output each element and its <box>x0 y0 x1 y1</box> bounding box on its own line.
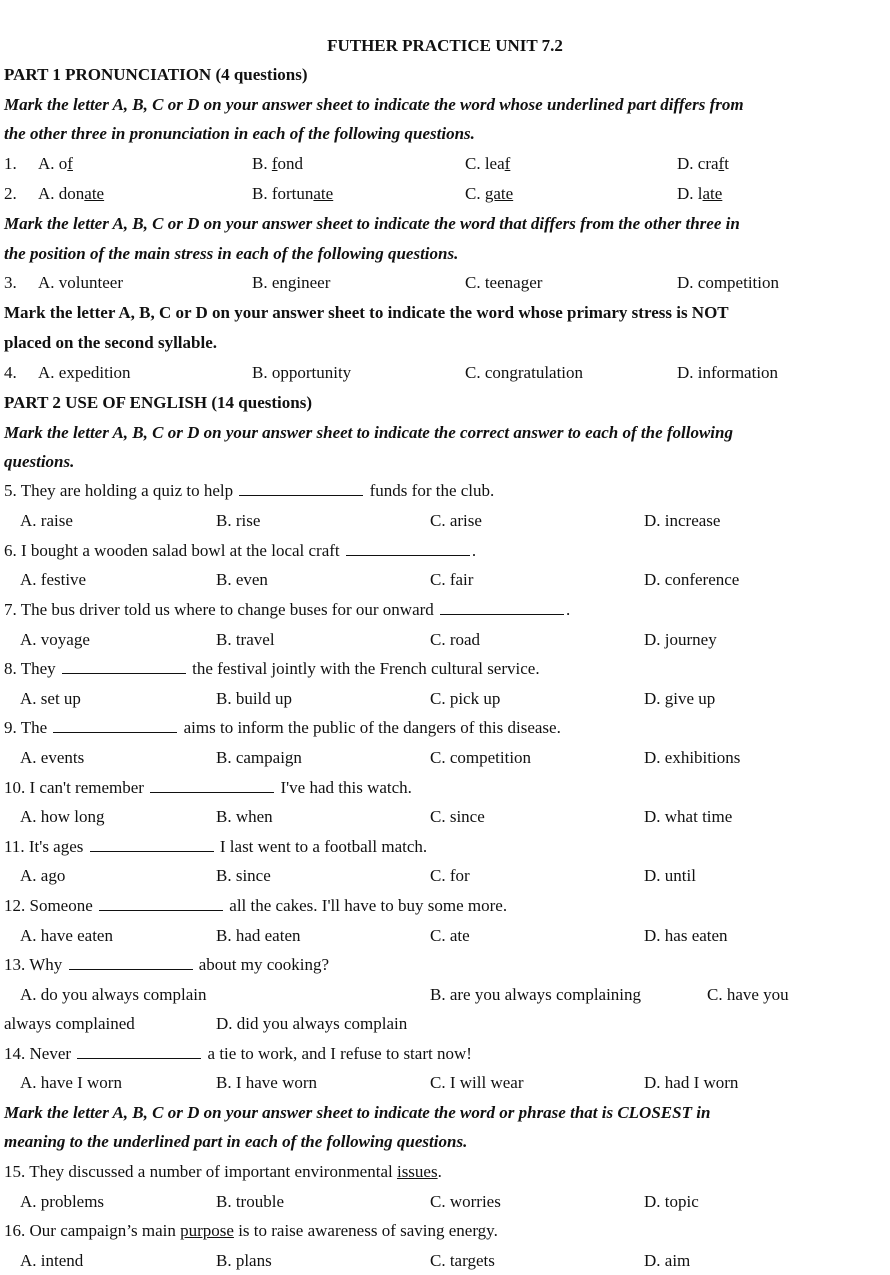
option-5c: C. arise <box>430 511 482 530</box>
answer-blank <box>99 896 223 911</box>
option-3c: C. teenager <box>465 273 543 292</box>
answer-blank <box>62 659 186 674</box>
option-1a: A. of <box>38 154 73 173</box>
option-16a: A. intend <box>20 1251 84 1270</box>
answer-blank <box>150 778 274 793</box>
option-6d: D. conference <box>644 570 740 589</box>
question-8-stem: 8. They the festival jointly with the French cultural service. <box>4 659 540 678</box>
option-10a: A. how long <box>20 807 105 826</box>
option-16c: C. targets <box>430 1251 495 1270</box>
question-13-stem: 13. Why about my cooking? <box>4 955 330 974</box>
option-9d: D. exhibitions <box>644 748 741 767</box>
option-10c: C. since <box>430 807 485 826</box>
option-2d: D. late <box>677 184 723 203</box>
part2-heading: PART 2 USE OF ENGLISH (14 questions) <box>4 393 312 412</box>
option-15b: B. trouble <box>216 1192 284 1211</box>
option-12b: B. had eaten <box>216 926 301 945</box>
option-6c: C. fair <box>430 570 474 589</box>
question-9-stem: 9. The aims to inform the public of the dangers of this disease. <box>4 718 561 737</box>
option-3a: A. volunteer <box>38 273 123 292</box>
option-12d: D. has eaten <box>644 926 728 945</box>
option-16d: D. aim <box>644 1251 691 1270</box>
answer-blank <box>440 600 564 615</box>
part2-instruction-2: Mark the letter A, B, C or D on your answer sheet to indicate the word or phrase that is CLOSEST in <box>4 1103 711 1122</box>
part2-instruction: Mark the letter A, B, C or D on your answer sheet to indicate the correct answer to each of the following <box>4 423 733 442</box>
option-4a: A. expedition <box>38 363 131 382</box>
option-5a: A. raise <box>20 511 73 530</box>
question-11-stem: 11. It's ages I last went to a football match. <box>4 837 428 856</box>
option-5d: D. increase <box>644 511 721 530</box>
question-10-stem: 10. I can't remember I've had this watch. <box>4 778 412 797</box>
option-11c: C. for <box>430 866 470 885</box>
option-4d: D. information <box>677 363 779 382</box>
option-1d: D. craft <box>677 154 729 173</box>
option-4b: B. opportunity <box>252 363 352 382</box>
part1-instruction-1: Mark the letter A, B, C or D on your answer sheet to indicate the word whose underlined part differs from <box>4 95 744 114</box>
option-13a: A. do you always complain <box>20 985 207 1004</box>
option-15c: C. worries <box>430 1192 501 1211</box>
question-12-stem: 12. Someone all the cakes. I'll have to buy some more. <box>4 896 508 915</box>
option-13b: B. are you always complaining <box>430 985 642 1004</box>
question-15-stem: 15. They discussed a number of important environmental issues. <box>4 1162 442 1181</box>
part1-instruction-3-cont: placed on the second syllable. <box>4 333 217 352</box>
part1-instruction-1-cont: the other three in pronunciation in each of the following questions. <box>4 124 475 143</box>
option-2b: B. fortunate <box>252 184 334 203</box>
option-16b: B. plans <box>216 1251 272 1270</box>
option-7d: D. journey <box>644 630 717 649</box>
option-2c: C. gate <box>465 184 514 203</box>
option-14a: A. have I worn <box>20 1073 122 1092</box>
option-12a: A. have eaten <box>20 926 113 945</box>
option-11d: D. until <box>644 866 696 885</box>
answer-blank <box>77 1044 201 1059</box>
option-11a: A. ago <box>20 866 66 885</box>
option-8d: D. give up <box>644 689 716 708</box>
option-12c: C. ate <box>430 926 470 945</box>
question-5-stem: 5. They are holding a quiz to help funds for the club. <box>4 481 495 500</box>
answer-blank <box>346 541 470 556</box>
option-10b: B. when <box>216 807 273 826</box>
option-14b: B. I have worn <box>216 1073 318 1092</box>
part2-instruction-2-cont: meaning to the underlined part in each of the following questions. <box>4 1132 468 1151</box>
part2-instruction-cont: questions. <box>4 452 75 471</box>
option-13c: C. have you <box>707 985 789 1004</box>
option-3b: B. engineer <box>252 273 331 292</box>
option-8a: A. set up <box>20 689 81 708</box>
option-9a: A. events <box>20 748 85 767</box>
answer-blank <box>90 837 214 852</box>
option-5b: B. rise <box>216 511 261 530</box>
option-13d: D. did you always complain <box>216 1014 408 1033</box>
part1-heading: PART 1 PRONUNCIATION (4 questions) <box>4 65 308 84</box>
option-15a: A. problems <box>20 1192 105 1211</box>
option-9c: C. competition <box>430 748 532 767</box>
part1-instruction-2: Mark the letter A, B, C or D on your answer sheet to indicate the word that differs from the other three in <box>4 214 740 233</box>
option-1c: C. leaf <box>465 154 511 173</box>
option-10d: D. what time <box>644 807 733 826</box>
option-3d: D. competition <box>677 273 779 292</box>
question-16-stem: 16. Our campaign’s main purpose is to raise awareness of saving energy. <box>4 1221 498 1240</box>
question-7-stem: 7. The bus driver told us where to change buses for our onward . <box>4 600 571 619</box>
option-15d: D. topic <box>644 1192 699 1211</box>
option-8b: B. build up <box>216 689 293 708</box>
question-14-stem: 14. Never a tie to work, and I refuse to start now! <box>4 1044 472 1063</box>
option-11b: B. since <box>216 866 271 885</box>
option-4c: C. congratulation <box>465 363 584 382</box>
option-13c-cont: always complained <box>4 1014 135 1033</box>
option-2a: A. donate <box>38 184 105 203</box>
part1-instruction-2-cont: the position of the main stress in each of the following questions. <box>4 244 459 263</box>
option-8c: C. pick up <box>430 689 501 708</box>
option-1b: B. fond <box>252 154 304 173</box>
page-title: FUTHER PRACTICE UNIT 7.2 <box>327 36 563 55</box>
option-9b: B. campaign <box>216 748 302 767</box>
answer-blank <box>239 481 363 496</box>
answer-blank <box>53 718 177 733</box>
answer-blank <box>69 955 193 970</box>
option-7a: A. voyage <box>20 630 90 649</box>
part1-instruction-3: Mark the letter A, B, C or D on your answer sheet to indicate the word whose primary stress is NOT <box>4 303 729 322</box>
option-7b: B. travel <box>216 630 275 649</box>
option-6b: B. even <box>216 570 268 589</box>
option-14c: C. I will wear <box>430 1073 524 1092</box>
option-6a: A. festive <box>20 570 87 589</box>
question-6-stem: 6. I bought a wooden salad bowl at the local craft . <box>4 541 477 560</box>
option-14d: D. had I worn <box>644 1073 739 1092</box>
option-7c: C. road <box>430 630 481 649</box>
